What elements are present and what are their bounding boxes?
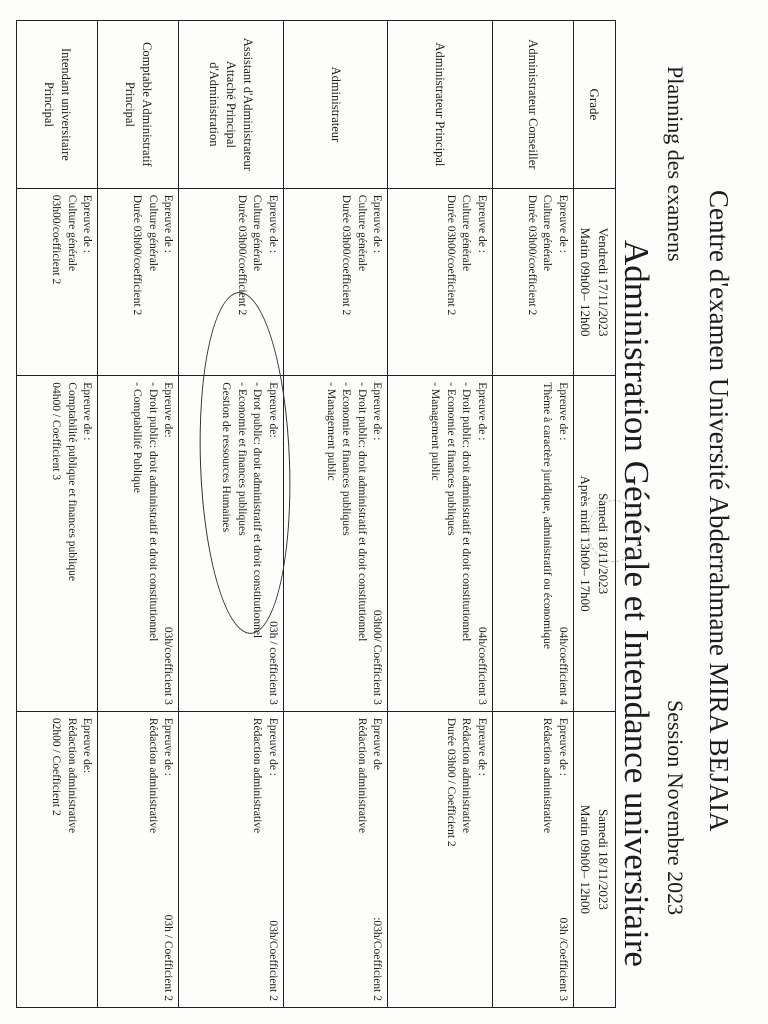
exam-ep: Epreuve de: [81, 717, 94, 774]
table-header-row [573, 21, 615, 1008]
exam-subject: - Droit public: droit administratif et droit constitutionnel [460, 382, 473, 642]
exam-coefficient: 03h / Coefficient 2 [162, 914, 175, 1001]
exam-coefficient: 04h/coefficient 4 [556, 626, 569, 705]
day-session: Matin 09h00– 12h00 [578, 227, 594, 337]
exam-subject: 04h00 / Coefficient 3 [50, 382, 63, 481]
exam-ep: Epreuve de : [556, 717, 569, 776]
exam-subject: - Drot public: droit administratif et droit constitutionnel [251, 382, 264, 639]
exam-heading-line [369, 718, 385, 1001]
exam-dur: 03h00/coefficient 2 [50, 194, 63, 285]
exam-coefficient: 04h/coefficient 3 [475, 626, 488, 705]
exam-ep: Epreuve de : [162, 194, 175, 253]
exam-subject: Rédaction administrative [146, 717, 159, 834]
grade-cell: Administrateur Principal [388, 21, 493, 189]
exam-subject: Rédaction administrative [460, 717, 473, 834]
exam-coefficient: 03h/coefficient 3 [162, 626, 175, 705]
grade-cell: Comptable Administratif Principal [98, 21, 179, 189]
exam-dur: Durée 03h00/coefficient 2 [340, 194, 353, 316]
exam-subject-list [322, 382, 369, 705]
exam-ep: Epreuve de [371, 717, 384, 770]
exam-cell-day2 [179, 376, 284, 712]
exam-ep: Epreuve de : [266, 194, 279, 253]
exam-ep: Epreuve de : [81, 382, 94, 441]
exam-cell-day3 [98, 711, 179, 1007]
exam-schedule-table [16, 20, 616, 1008]
exam-cell-day1 [179, 188, 284, 376]
table-row [179, 21, 284, 1008]
exam-cell-day3 [388, 711, 493, 1007]
exam-sub: Culture générale [65, 194, 78, 272]
exam-sub: Culture générale [251, 194, 264, 272]
exam-subject-list [539, 382, 555, 705]
exam-cell-day1 [388, 188, 493, 376]
exam-ep: Epreuve de : [371, 194, 384, 253]
exam-ep: Epreuve de: [266, 382, 279, 438]
planning-subtitle: Planning des examens [663, 66, 688, 262]
exam-subject: - Management public [429, 382, 442, 481]
exam-sub: Culture générale [355, 194, 368, 272]
document-main-title: Administration Générale et Intendance universitaire [617, 240, 656, 967]
exam-sub: Culture générale [460, 194, 473, 272]
exam-cell-day1 [17, 188, 98, 376]
exam-subject: - Economie et finances publiques [235, 382, 248, 536]
exam-cell-day1 [492, 188, 573, 376]
exam-subject-list [218, 382, 265, 705]
day-header [573, 711, 615, 1007]
table-row [17, 21, 98, 1008]
exam-subject: Gestion de ressources Humaines [220, 382, 233, 533]
day-date: Samedi 18/11/2023 [596, 808, 611, 910]
exam-subject: - Droit public: droit administratif et droit constitutionnel [146, 382, 159, 642]
exam-subject-list [427, 382, 474, 705]
exam-schedule-table-wrapper [16, 20, 616, 1008]
exam-cell-day3 [179, 711, 284, 1007]
exam-coefficient: :03h/Coefficient 2 [371, 917, 384, 1001]
grade-column-header: Grade [573, 21, 615, 189]
exam-coefficient: 03h / coefficient 3 [266, 621, 279, 705]
exam-heading-line [160, 718, 176, 1001]
exam-dur: Durée 03h00/coefficient 2 [525, 194, 538, 316]
day-date: Vendredi 17/11/2023 [596, 227, 611, 337]
table-row [283, 21, 388, 1008]
grade-cell: Intendant universitaire Principal [17, 21, 98, 189]
exam-subject: Durée 03h00 / Coefficient 2 [444, 717, 457, 847]
exam-sub: Culture générale [146, 194, 159, 272]
exam-subject: Rédaction administrative [65, 717, 78, 834]
exam-ep: Epreuve de : [81, 194, 94, 253]
exam-subject: Rédaction administrative [541, 717, 554, 834]
exam-subject: Thème à caractère juridique, administratif ou économique [541, 382, 554, 649]
exam-coefficient: 03h00/ Coefficient 3 [371, 609, 384, 705]
exam-subject-list [539, 718, 555, 1001]
exam-subject: - Economie et finances publiques [444, 382, 457, 536]
day-header [573, 376, 615, 712]
exam-cell-day1 [98, 188, 179, 376]
exam-heading-line [79, 382, 95, 705]
exam-subject: Comptabilité publique et finances publique [65, 382, 78, 581]
table-row [388, 21, 493, 1008]
exam-subject: Rédaction administrative [355, 717, 368, 834]
exam-cell-day3 [283, 711, 388, 1007]
grade-cell: Assistant d'Administrateur Attaché Principal d'Administration [179, 21, 284, 189]
exam-coefficient: 03h/Coefficient 2 [266, 920, 279, 1001]
exam-heading-line [554, 718, 570, 1001]
exam-ep: Epreuve de : [266, 717, 279, 776]
exam-subject: Rédaction administrative [251, 717, 264, 834]
exam-heading-line [264, 382, 280, 705]
exam-heading-line [473, 382, 489, 705]
exam-ep: Epreuve de : [162, 717, 175, 776]
exam-subject-list [48, 382, 79, 705]
exam-ep: Epreuve de : [556, 194, 569, 253]
exam-subject: - Management public [324, 382, 337, 481]
exam-ep: Epreuve de : [475, 382, 488, 441]
day-session: Après midi 13h00– 17h00 [578, 475, 594, 612]
day-header [573, 188, 615, 376]
exam-heading-line [264, 718, 280, 1001]
grade-cell: Administrateur [283, 21, 388, 189]
exam-cell-day2 [492, 376, 573, 712]
exam-heading-line [160, 382, 176, 705]
exam-cell-day3 [492, 711, 573, 1007]
exam-subject: - Comptabilité Publique [131, 382, 144, 493]
table-row [492, 21, 573, 1008]
exam-heading-line [554, 382, 570, 705]
exam-cell-day2 [17, 376, 98, 712]
table-row [98, 21, 179, 1008]
exam-subject: - Economie et finances publiques [340, 382, 353, 536]
exam-subject: - Droit public: droit administratif et droit constitutionnel [355, 382, 368, 642]
exam-cell-day2 [388, 376, 493, 712]
exam-subject-list [442, 718, 473, 1001]
exam-subject-list [48, 718, 79, 1001]
exam-ep: Epreuve de : [475, 717, 488, 776]
exam-dur: Durée 03h00/coefficient 2 [444, 194, 457, 316]
exam-heading-line [369, 382, 385, 705]
day-date: Samedi 18/11/2023 [596, 493, 611, 595]
exam-cell-day1 [283, 188, 388, 376]
exam-dur: Durée 03h00/coefficient 2 [131, 194, 144, 316]
day-session: Matin 09h00– 12h00 [578, 804, 594, 914]
exam-subject-list [144, 718, 160, 1001]
exam-coefficient: 03h /Coefficient 3 [556, 917, 569, 1001]
exam-dur: Durée 03h00/coefficient 2 [235, 194, 248, 316]
exam-subject-list [129, 382, 160, 705]
exam-subject: 02h00 / Coefficient 2 [50, 717, 63, 816]
exam-ep: Epreuve de: [162, 382, 175, 438]
exam-cell-day2 [283, 376, 388, 712]
exam-heading-line [473, 718, 489, 1001]
exam-subject-list [249, 718, 265, 1001]
exam-ep: Epreuve de : [371, 382, 384, 441]
session-label: Session Novembre 2023 [663, 700, 688, 916]
exam-ep: Epreuve de : [475, 194, 488, 253]
exam-cell-day3 [17, 711, 98, 1007]
exam-cell-day2 [98, 376, 179, 712]
grade-cell: Administrateur Conseiller [492, 21, 573, 189]
exam-subject-list [353, 718, 369, 1001]
exam-center-title: Centre d'examen Université Abderrahmane MIRA BEJAIA [704, 190, 734, 832]
exam-heading-line [79, 718, 95, 1001]
exam-sub: Culture générale [541, 194, 554, 272]
exam-ep: Epreuve de : [556, 382, 569, 441]
